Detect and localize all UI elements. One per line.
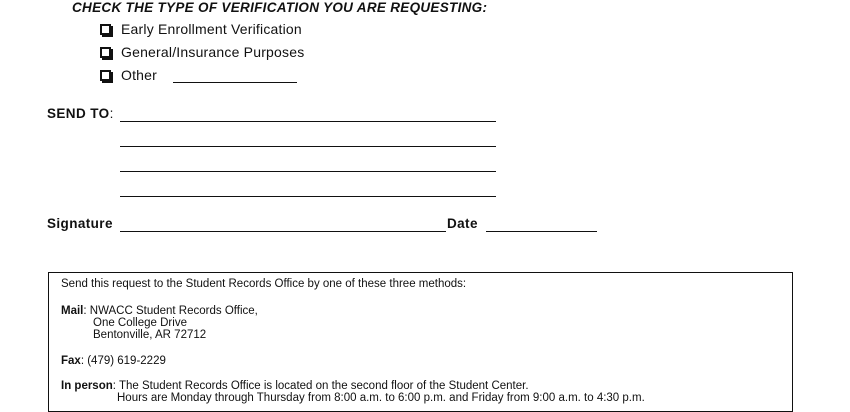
date-label: Date (447, 216, 478, 231)
option-label: Early Enrollment Verification (121, 21, 302, 37)
fax-section: Fax: (479) 619-2229 (61, 355, 166, 367)
mail-label: Mail (61, 305, 84, 317)
section-heading: CHECK THE TYPE OF VERIFICATION YOU ARE REQUESTING: (72, 0, 488, 15)
send-to-line-2[interactable] (120, 146, 496, 147)
checkbox-early-enrollment[interactable] (100, 24, 111, 35)
option-label: General/Insurance Purposes (121, 44, 305, 60)
date-line[interactable] (486, 231, 597, 232)
signature-line[interactable] (120, 231, 446, 232)
option-other[interactable] (100, 65, 297, 85)
send-to-label: SEND TO: (47, 106, 114, 121)
checkbox-general-insurance[interactable] (100, 47, 111, 58)
fax-label: Fax (61, 355, 81, 367)
mail-line-1: NWACC Student Records Office, (89, 305, 258, 317)
fax-value: (479) 619-2229 (87, 355, 166, 367)
signature-label: Signature (47, 216, 113, 231)
mail-line-2: One College Drive (93, 317, 187, 329)
send-to-line-3[interactable] (120, 171, 496, 172)
send-to-line-4[interactable] (120, 196, 496, 197)
mail-section: Mail: NWACC Student Records Office, (61, 305, 258, 317)
mail-line-3: Bentonville, AR 72712 (93, 329, 207, 341)
in-person-section: In person: The Student Records Office is located on the second floor of the Student Center. (61, 380, 529, 392)
option-general-insurance[interactable] (100, 42, 304, 62)
send-to-line-1[interactable] (120, 121, 496, 122)
instructions-intro: Send this request to the Student Records Office by one of these three methods: (61, 278, 467, 290)
hours-text: Hours are Monday through Thursday from 8:00 a.m. to 6:00 p.m. and Friday from 9:00 a.m. to 4:30 p.m. (117, 392, 645, 404)
instructions-box (48, 272, 793, 412)
in-person-label: In person (61, 380, 113, 392)
in-person-text: The Student Records Office is located on the second floor of the Student Center. (118, 380, 529, 392)
option-label: Other (121, 67, 158, 83)
other-input[interactable] (173, 68, 297, 83)
option-early-enrollment[interactable] (100, 19, 302, 39)
checkbox-other[interactable] (100, 70, 111, 81)
